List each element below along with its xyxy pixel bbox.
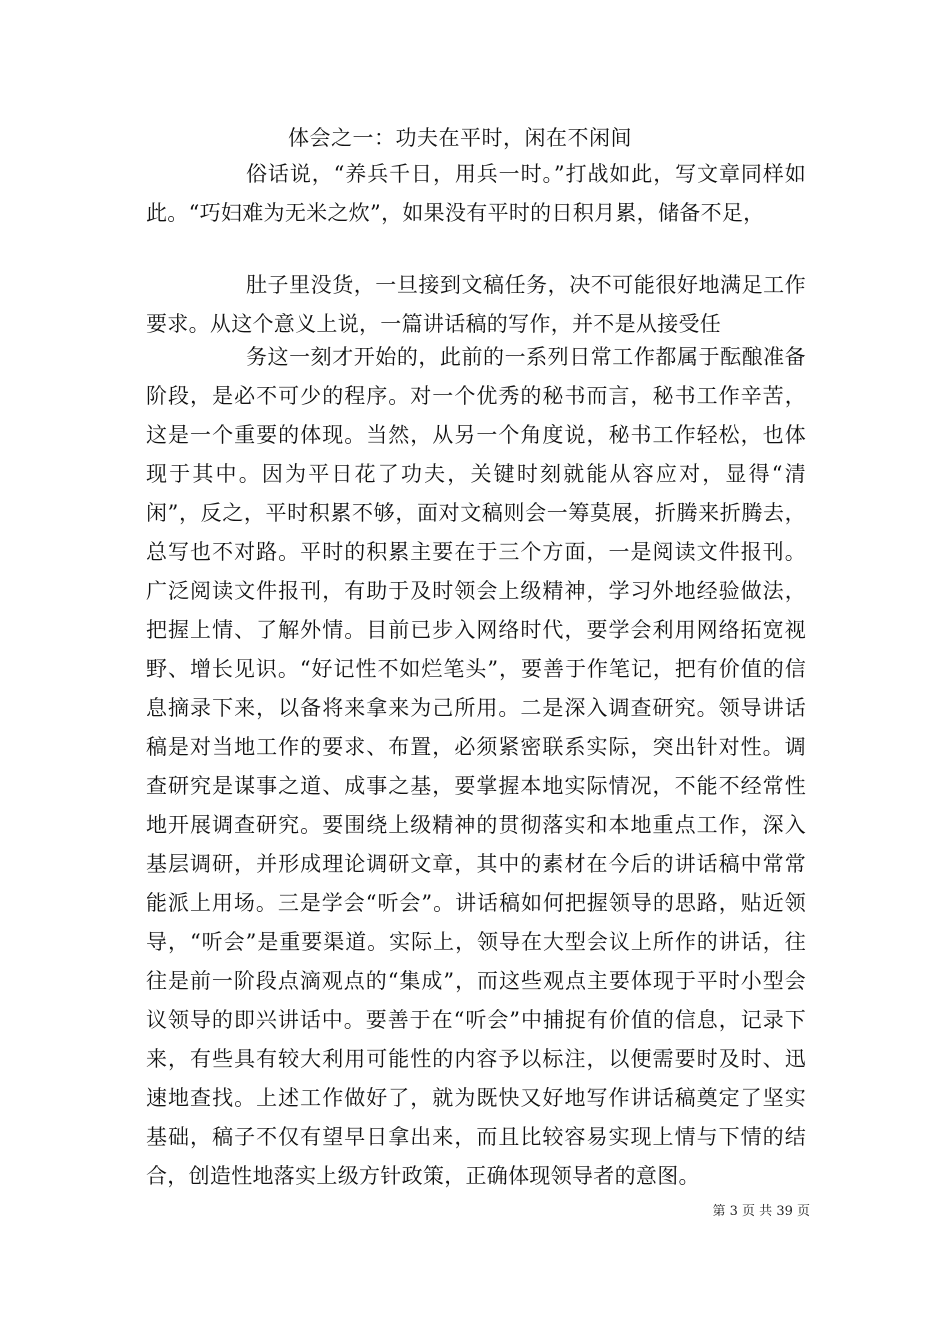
page-number-footer: 第 3 页 共 39 页 bbox=[712, 1204, 810, 1219]
section-heading: 体会之一：功夫在平时，闲在不闲间 bbox=[288, 126, 632, 150]
paragraph-2: 肚子里没货，一旦接到文稿任务，决不可能很好地满足工作要求。从这个意义上说，一篇讲话稿的写作，并不是从接受任 bbox=[146, 273, 806, 336]
paragraph-3: 务这一刻才开始的，此前的一系列日常工作都属于酝酿准备阶段，是必不可少的程序。对一个优秀的秘书而言，秘书工作辛苦，这是一个重要的体现。当然，从另一个角度说，秘书工作轻松，也体现于其中。因为平日花了功夫，关键时刻就能从容应对，显得“清闲”，反之，平时积累不够，面对文稿则会一筹莫展，折腾来折腾去，总写也不对路。平时的积累主要在于三个方面，一是阅读文件报刊。广泛阅读文件报刊，有助于及时领会上级精神，学习外地经验做法，把握上情、了解外情。目前已步入网络时代，要学会利用网络拓宽视野、增长见识。“好记性不如烂笔头”，要善于作笔记，把有价值的信息摘录下来，以备将来拿来为己所用。二是深入调查研究。领导讲话稿是对当地工作的要求、布置，必须紧密联系实际，突出针对性。调查研究是谋事之道、成事之基，要掌握本地实际情况，不能不经常性地开展调查研究。要围绕上级精神的贯彻落实和本地重点工作，深入基层调研，并形成理论调研文章，其中的素材在今后的讲话稿中常常能派上用场。三是学会“听会”。讲话稿如何把握领导的思路，贴近领导，“听会”是重要渠道。实际上，领导在大型会议上所作的讲话，往往是前一阶段点滴观点的“集成”，而这些观点主要体现于平时小型会议领导的即兴讲话中。要善于在“听会”中捕捉有价值的信息，记录下来，有些具有较大利用可能性的内容予以标注，以便需要时及时、迅速地查找。上述工作做好了，就为既快又好地写作讲话稿奠定了坚实基础，稿子不仅有望早日拿出来，而且比较容易实现上情与下情的结合，创造性地落实上级方针政策，正确体现领导者的意图。 bbox=[146, 345, 806, 1188]
paragraph-1: 俗话说，“养兵千日，用兵一时。”打战如此，写文章同样如此。“巧妇难为无米之炊”，如果没有平时的日积月累，储备不足， bbox=[146, 162, 806, 225]
